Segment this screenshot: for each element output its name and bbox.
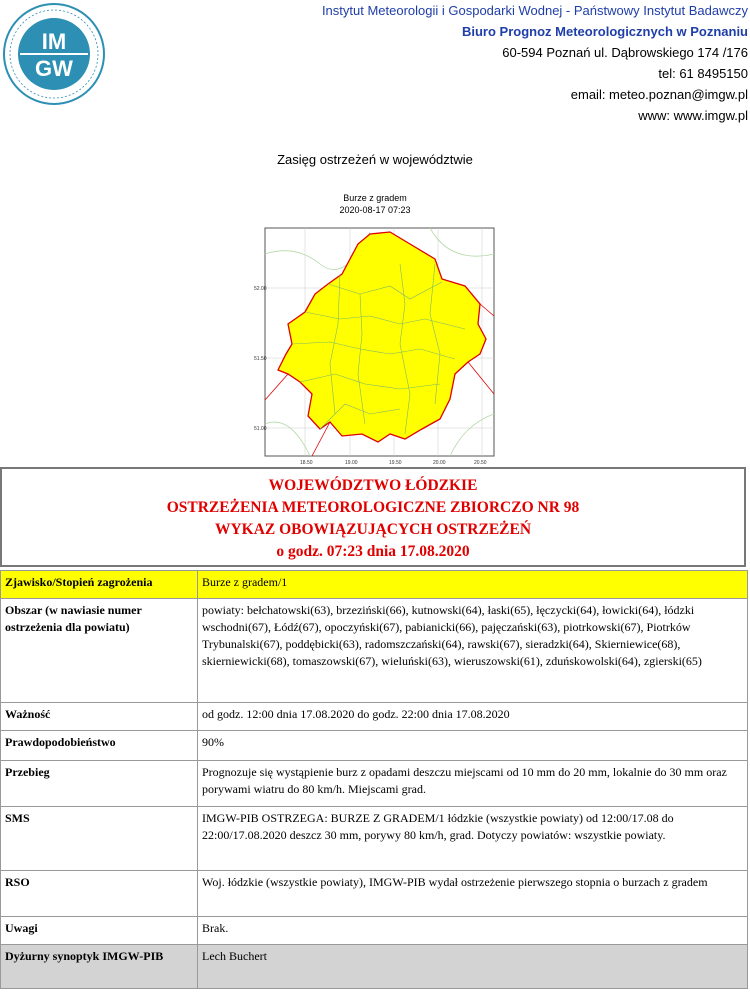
warning-map — [250, 192, 500, 470]
logo-text-bottom: GW — [35, 56, 73, 81]
address: 60-594 Poznań ul. Dąbrowskiego 174 /176 — [502, 45, 748, 60]
row-value: od godz. 12:00 dnia 17.08.2020 do godz. 22:00 dnia 17.08.2020 — [198, 703, 748, 731]
lon-label: 19.50 — [389, 460, 402, 466]
row-value: Lech Buchert — [198, 945, 748, 989]
map-title: Burze z gradem — [343, 193, 407, 203]
row-value: IMGW-PIB OSTRZEGA: BURZE Z GRADEM/1 łódzkie (wszystkie powiaty) od 12:00/17.08 do 22:00/17.08.2020 deszcz 30 mm, porywy 80 km/h, grad. Dotyczy powiatów: wszystkie powiaty. — [198, 807, 748, 871]
row-value: 90% — [198, 731, 748, 761]
office-name: Biuro Prognoz Meteorologicznych w Poznaniu — [461, 24, 748, 39]
table-row — [1, 599, 748, 703]
institute-header — [322, 0, 748, 126]
lon-label: 20.00 — [433, 460, 446, 466]
table-row — [1, 761, 748, 807]
lat-label: 52.00 — [254, 286, 267, 292]
institute-name: Instytut Meteorologii i Gospodarki Wodnej - Państwowy Instytut Badawczy — [321, 3, 748, 18]
row-label: Ważność — [1, 703, 198, 731]
table-row — [1, 871, 748, 917]
row-value: Brak. — [198, 917, 748, 945]
lon-label: 18.50 — [300, 460, 313, 466]
row-label: RSO — [1, 871, 198, 917]
logo-text-top: IM — [41, 29, 67, 54]
phone: tel: 61 8495150 — [658, 66, 748, 81]
map-datetime: 2020-08-17 07:23 — [339, 205, 411, 215]
website[interactable]: www: www.imgw.pl — [638, 108, 748, 123]
warning-issue-time: o godz. 07:23 dnia 17.08.2020 — [276, 543, 470, 560]
table-row — [1, 945, 748, 989]
row-label: Uwagi — [1, 917, 198, 945]
email[interactable]: email: meteo.poznan@imgw.pl — [570, 87, 748, 102]
warning-header — [0, 467, 746, 567]
row-label: Obszar (w nawiasie numer ostrzeżenia dla powiatu) — [1, 599, 198, 703]
imgw-logo — [2, 2, 106, 106]
row-label: SMS — [1, 807, 198, 871]
table-row — [1, 917, 748, 945]
warning-details-table — [0, 570, 748, 989]
row-label: Przebieg — [1, 761, 198, 807]
row-label: Zjawisko/Stopień zagrożenia — [1, 571, 198, 599]
table-row — [1, 731, 748, 761]
row-label: Dyżurny synoptyk IMGW-PIB — [1, 945, 198, 989]
lat-label: 51.00 — [254, 426, 267, 432]
lon-label: 19.00 — [345, 460, 358, 466]
warning-summary-title: OSTRZEŻENIA METEOROLOGICZNE ZBIORCZO NR 98 — [166, 499, 580, 516]
lon-label: 20.50 — [474, 460, 487, 466]
table-row — [1, 703, 748, 731]
lat-label: 51.50 — [254, 356, 267, 362]
table-row — [1, 807, 748, 871]
page-title: Zasięg ostrzeżeń w województwie — [277, 152, 473, 167]
row-value: Woj. łódzkie (wszystkie powiaty), IMGW-PIB wydał ostrzeżenie pierwszego stopnia o burzach z gradem — [198, 871, 748, 917]
row-label: Prawdopodobieństwo — [1, 731, 198, 761]
voivodeship-name: WOJEWÓDZTWO ŁÓDZKIE — [268, 477, 478, 494]
row-value: Prognozuje się wystąpienie burz z opadami deszczu miejscami od 10 mm do 20 mm, lokalnie do 30 mm oraz porywami wiatru do 80 km/h. Miejscami grad. — [198, 761, 748, 807]
row-value: Burze z gradem/1 — [198, 571, 748, 599]
table-row — [1, 571, 748, 599]
warning-list-title: WYKAZ OBOWIĄZUJĄCYCH OSTRZEŻEŃ — [214, 521, 532, 538]
row-value: powiaty: bełchatowski(63), brzeziński(66), kutnowski(64), łaski(65), łęczycki(64), łowicki(64), łódzki wschodni(67), Łódź(67), opoczyński(67), pabianicki(66), pajęczański(63), piotrkowski(67), Piotrków Trybunalski(67), poddębicki(63), radomszczański(64), rawski(67), sieradzki(64), Skierniewice(68), skierniewicki(68), tomaszowski(67), wieluński(63), wieruszowski(61), zduńskowolski(64), zgierski(65) — [198, 599, 748, 703]
